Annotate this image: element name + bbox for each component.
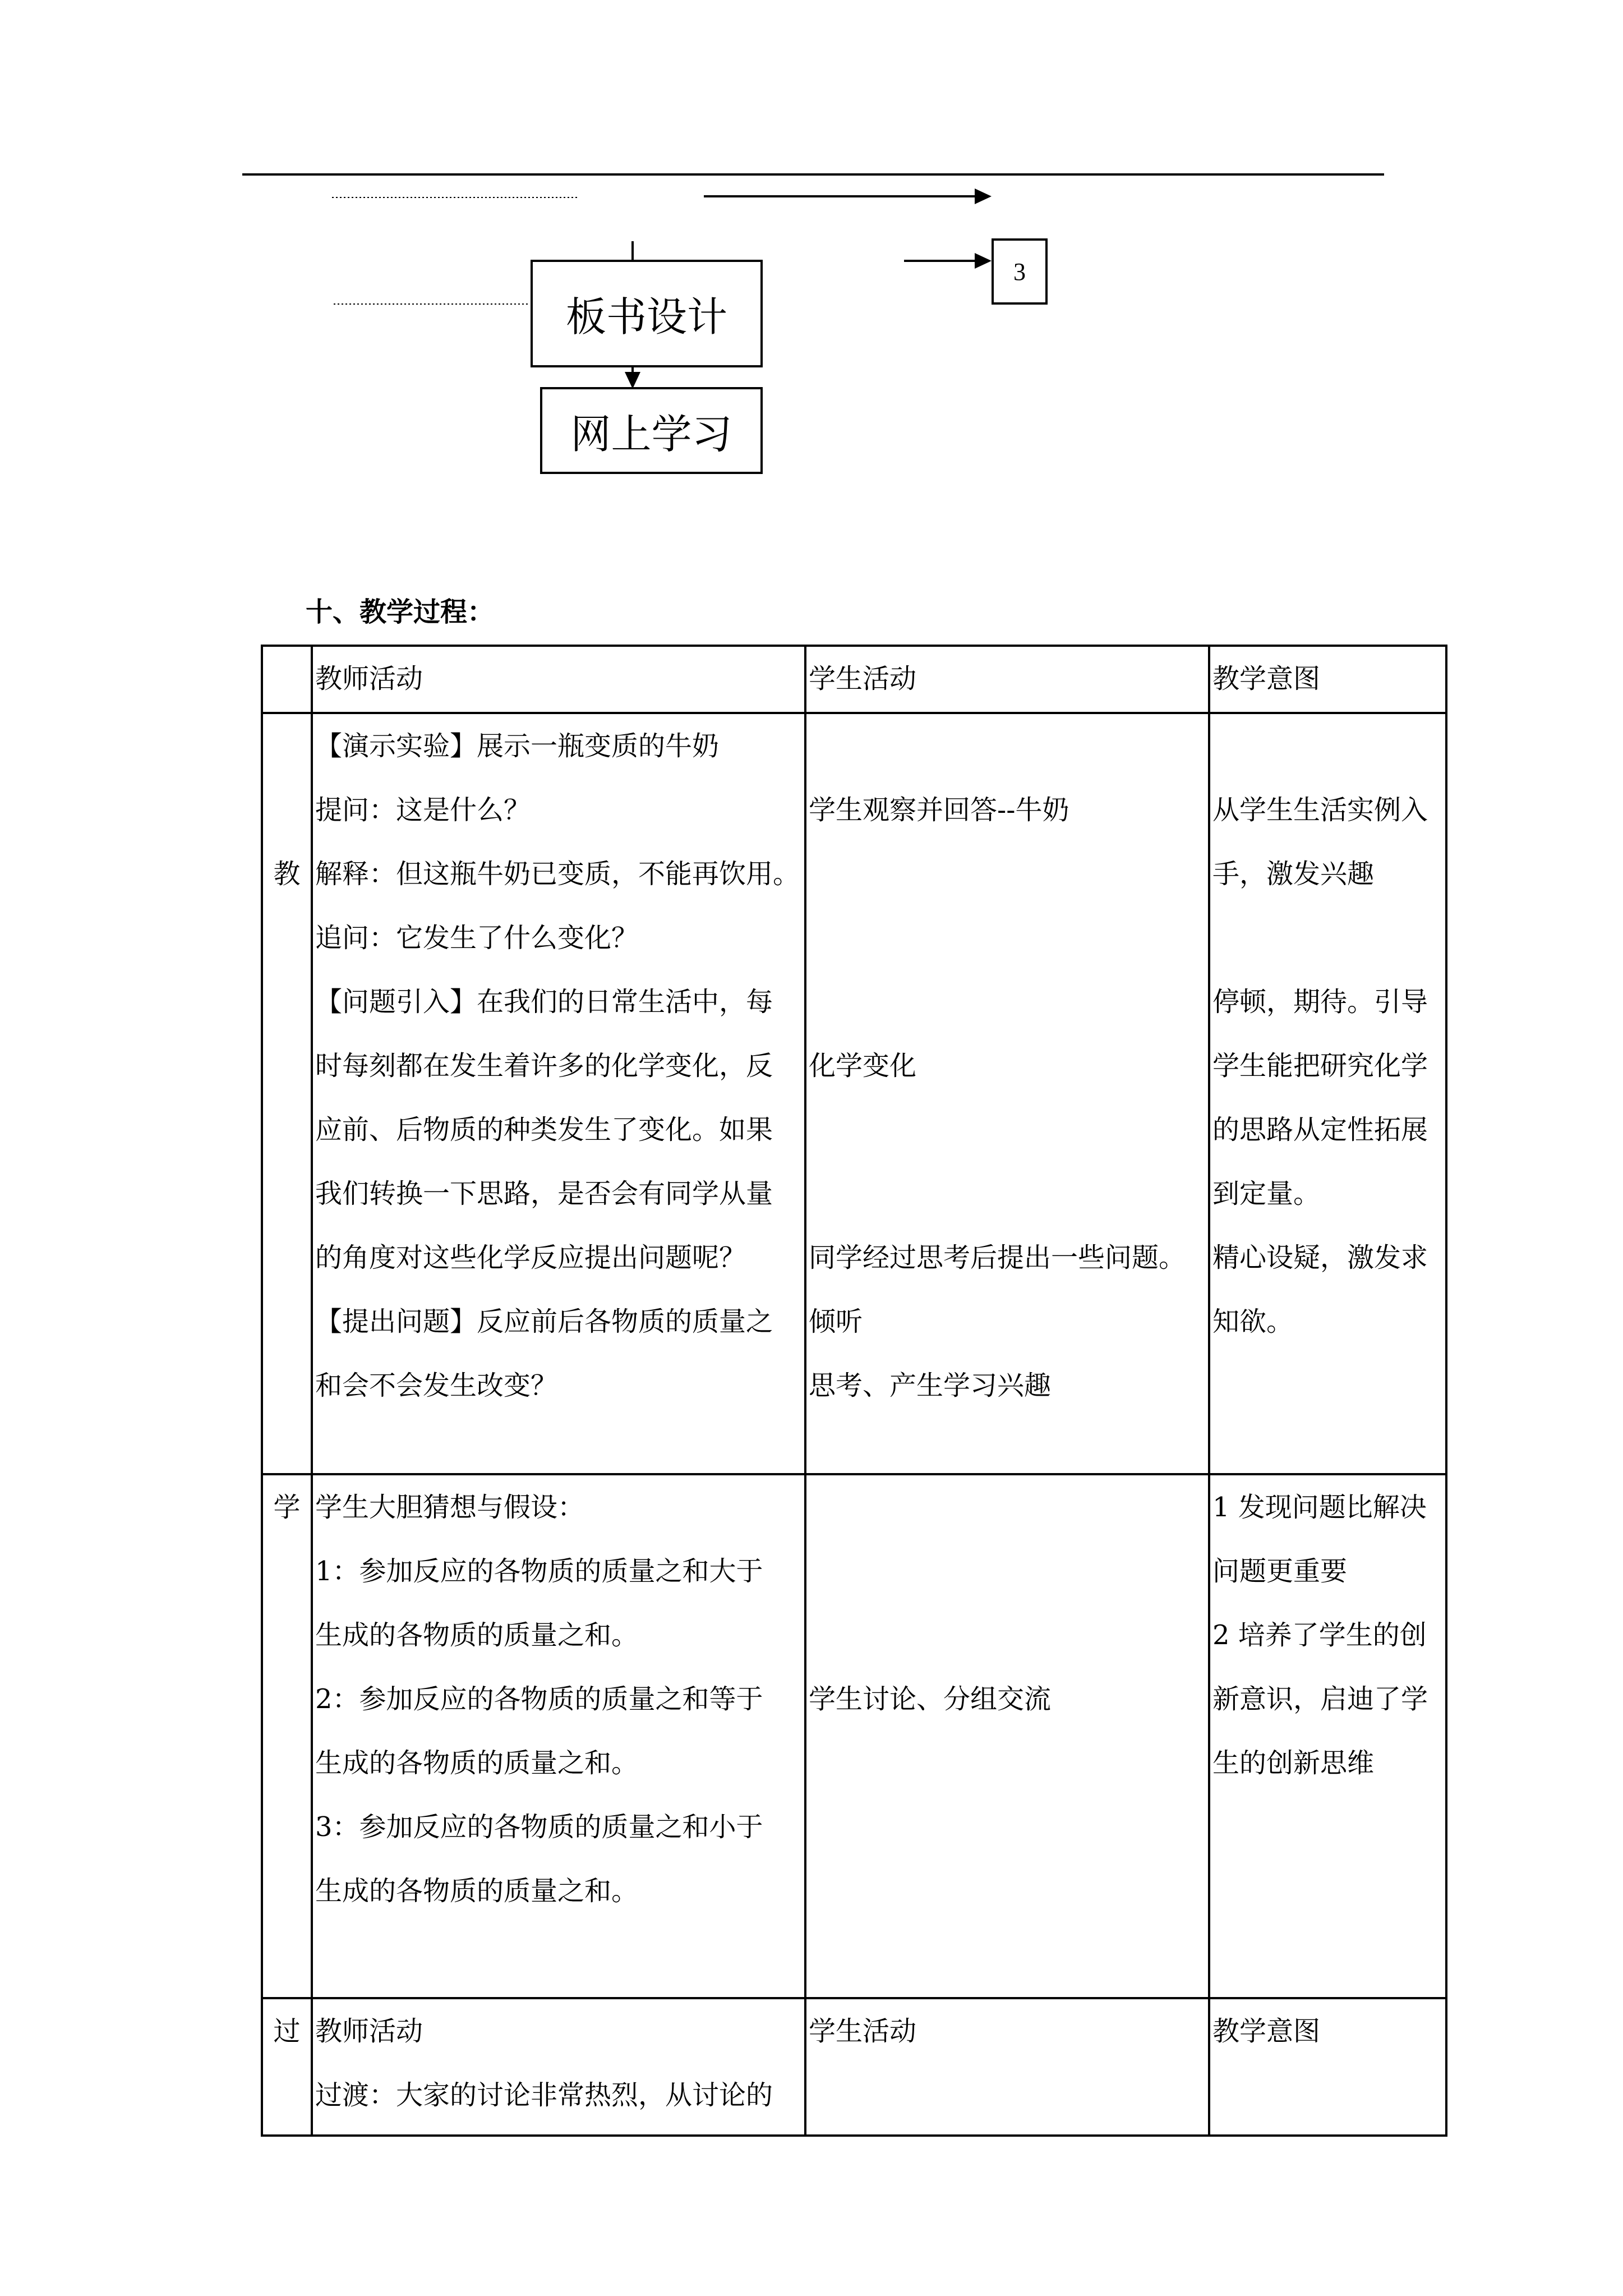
text-line: 我们转换一下思路，是否会有同学从量	[315, 1178, 773, 1209]
text-line	[809, 970, 1206, 1034]
student-activity-cell	[805, 1998, 1209, 2136]
text-line: 到定量。	[1212, 1178, 1321, 1209]
text-line	[809, 842, 1206, 906]
arrow-to-page-box-head	[975, 253, 992, 269]
text-line	[809, 1603, 1206, 1667]
text-line: 1：参加反应的各物质的质量之和大于	[315, 1556, 763, 1587]
page-number-box	[992, 238, 1048, 305]
row-side-label: 教	[262, 713, 312, 1474]
text-line	[809, 1098, 1206, 1162]
text-line: 从学生生活实例入	[1212, 794, 1428, 826]
text-line: 1 发现问题比解决	[1212, 1492, 1427, 1523]
teaching-intent-cell	[1209, 1998, 1446, 2136]
text-line	[809, 714, 1206, 778]
text-line: 学生讨论、分组交流	[809, 1683, 1052, 1715]
flowchart-lines	[0, 0, 1623, 561]
teacher-activity-cell	[312, 1998, 805, 2136]
student-activity-cell	[805, 713, 1209, 1474]
text-line	[809, 1475, 1206, 1539]
text-line: 2：参加反应的各物质的质量之和等于	[315, 1683, 763, 1715]
text-line: 应前、后物质的种类发生了变化。如果	[315, 1114, 773, 1145]
text-line: 追问：它发生了什么变化？	[315, 922, 639, 954]
text-line: 教师活动	[315, 2016, 423, 2047]
teaching-process-table	[261, 645, 1447, 2137]
text-line: 2 培养了学生的创	[1212, 1619, 1427, 1651]
text-line: 思考、产生学习兴趣	[809, 1370, 1052, 1401]
header-teacher: 教师活动	[312, 646, 805, 713]
teaching-intent-cell	[1209, 1474, 1446, 1998]
teacher-activity-cell	[312, 713, 805, 1474]
text-line: 【提出问题】反应前后各物质的质量之	[315, 1306, 773, 1337]
text-line: 解释：但这瓶牛奶已变质，不能再饮用。	[315, 858, 800, 890]
table-row	[262, 1474, 1446, 1998]
table-row	[262, 713, 1446, 1474]
table-row	[262, 1998, 1446, 2136]
text-line	[809, 906, 1206, 970]
text-line: 知欲。	[1212, 1306, 1294, 1337]
text-line: 学生活动	[809, 2016, 917, 2047]
teacher-activity-cell	[312, 1474, 805, 1998]
header-intent: 教学意图	[1209, 646, 1446, 713]
text-line	[809, 1162, 1206, 1226]
student-activity-cell	[805, 1474, 1209, 1998]
text-line: 倾听	[809, 1306, 863, 1337]
online-learning-label: 网上学习	[570, 410, 732, 458]
text-line: 生成的各物质的质量之和。	[315, 1747, 639, 1779]
teaching-intent-cell	[1209, 713, 1446, 1474]
text-line: 生的创新思维	[1212, 1747, 1375, 1779]
text-line: 生成的各物质的质量之和。	[315, 1875, 639, 1907]
page-number-label: 3	[1013, 257, 1026, 286]
text-line: 手，激发兴趣	[1212, 858, 1375, 890]
text-line: 问题更重要	[1212, 1556, 1348, 1587]
text-line: 的思路从定性拓展	[1212, 1114, 1428, 1145]
text-line: 和会不会发生改变？	[315, 1370, 558, 1401]
text-line: 化学变化	[809, 1050, 917, 1082]
row-side-label: 学	[262, 1474, 312, 1998]
text-line: 同学经过思考后提出一些问题。	[809, 1242, 1186, 1273]
row-side-label: 过	[262, 1998, 312, 2136]
text-line: 学生能把研究化学	[1212, 1050, 1428, 1082]
text-line: 生成的各物质的质量之和。	[315, 1619, 639, 1651]
text-line	[1212, 714, 1443, 778]
arrow-right-top-head	[975, 188, 992, 204]
section-heading: 十、教学过程：	[306, 596, 495, 628]
text-line: 学生大胆猜想与假设：	[315, 1492, 585, 1523]
text-line: 新意识，启迪了学	[1212, 1683, 1428, 1715]
text-line: 停顿，期待。引导	[1212, 986, 1428, 1018]
text-line: 3：参加反应的各物质的质量之和小于	[315, 1811, 763, 1843]
header-student: 学生活动	[805, 646, 1209, 713]
text-line	[809, 1539, 1206, 1603]
online-learning-box	[540, 387, 763, 474]
text-line: 过渡：大家的讨论非常热烈，从讨论的	[315, 2079, 773, 2111]
text-line: 提问：这是什么？	[315, 794, 531, 826]
text-line: 时每刻都在发生着许多的化学变化，反	[315, 1050, 773, 1082]
text-line: 学生观察并回答--牛奶	[809, 794, 1069, 826]
board-design-box	[531, 260, 763, 367]
text-line: 【问题引入】在我们的日常生活中，每	[315, 986, 773, 1018]
text-line: 精心设疑，激发求	[1212, 1242, 1428, 1273]
board-design-label: 板书设计	[565, 293, 727, 341]
arrow-board-to-online-head	[625, 372, 640, 389]
header-blank-cell	[262, 646, 312, 713]
text-line: 教学意图	[1212, 2016, 1321, 2047]
text-line: 的角度对这些化学反应提出问题呢？	[315, 1242, 746, 1273]
table-header-row	[262, 646, 1446, 713]
text-line: 【演示实验】展示一瓶变质的牛奶	[315, 730, 720, 762]
text-line	[1212, 906, 1443, 970]
